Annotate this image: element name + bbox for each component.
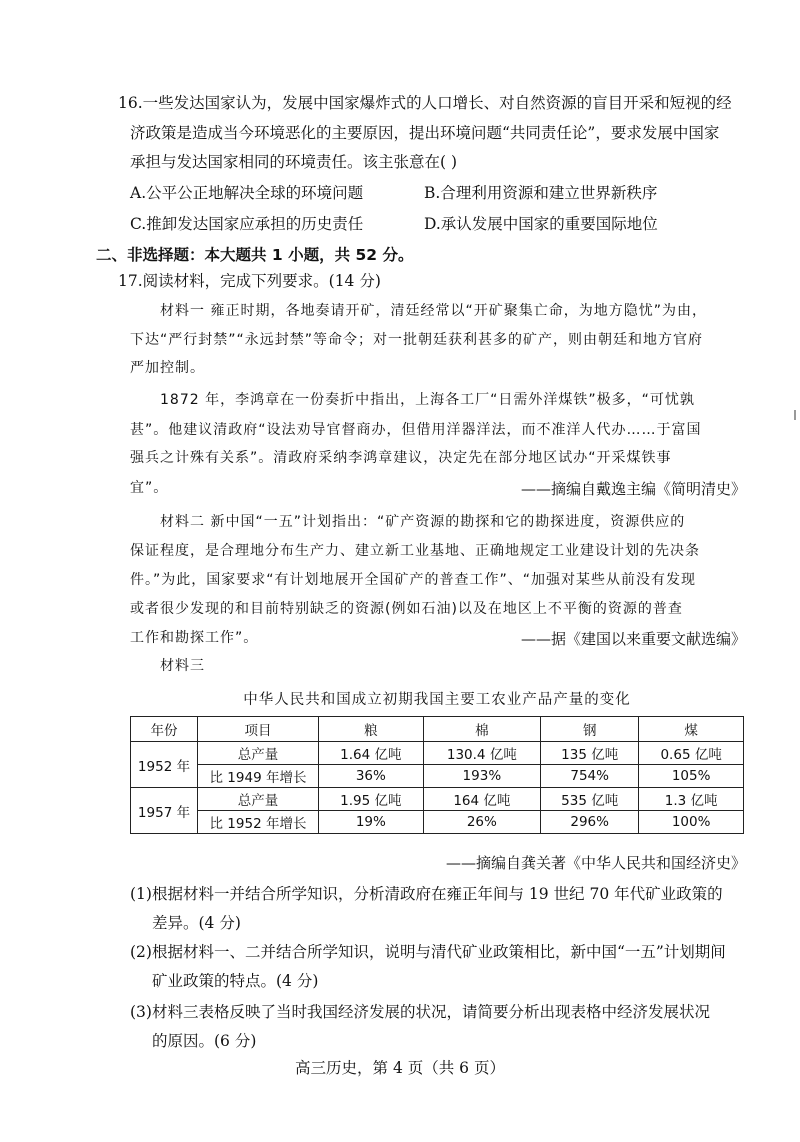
material1-para2-line-1: 1872 年，李鸿章在一份奏折中指出，上海各工厂“日需外洋煤铁”极多，“可忧孰 xyxy=(160,392,695,408)
value-cell: 100% xyxy=(639,811,744,834)
material1-para2-line-4: 宜”。 xyxy=(130,480,169,496)
header-cotton: 棉 xyxy=(423,717,540,742)
subquestion-1-line-2: 差异。(4 分) xyxy=(152,914,241,932)
q16-option-c: C.推卸发达国家应承担的历史责任 xyxy=(130,215,364,233)
q16-option-b: B.合理利用资源和建立世界新秩序 xyxy=(424,184,658,202)
header-item: 项目 xyxy=(198,717,319,742)
q16-option-d: D.承认发展中国家的重要国际地位 xyxy=(424,215,658,233)
value-cell: 1.3 亿吨 xyxy=(639,788,744,811)
q16-stem-line-2: 济政策是造成当今环境恶化的主要原因，提出环境问题“共同责任论”，要求发展中国家 xyxy=(130,124,720,142)
page-footer: 高三历史，第 4 页（共 6 页） xyxy=(295,1059,505,1077)
item-cell: 总产量 xyxy=(198,742,319,765)
material2-line-1: 材料二 新中国“一五”计划指出：“矿产资源的勘探和它的勘探进度，资源供应的 xyxy=(160,514,686,530)
material1-para2-line-2: 甚”。他建议清政府“设法劝导官督商办，但借用洋器洋法，而不准洋人代办……于富国 xyxy=(130,422,702,438)
value-cell: 296% xyxy=(541,811,639,834)
table-row xyxy=(131,742,744,765)
value-cell: 26% xyxy=(423,811,540,834)
year-cell: 1952 年 xyxy=(131,742,198,788)
subquestion-3-line-2: 的原因。(6 分) xyxy=(152,1032,257,1050)
value-cell: 164 亿吨 xyxy=(423,788,540,811)
value-cell: 19% xyxy=(319,811,424,834)
header-grain: 粮 xyxy=(319,717,424,742)
material3-label: 材料三 xyxy=(160,658,205,674)
value-cell: 1.64 亿吨 xyxy=(319,742,424,765)
value-cell: 193% xyxy=(423,765,540,788)
section-title: 二、非选择题：本大题共 1 小题，共 52 分。 xyxy=(96,246,414,264)
q17-intro: 17.阅读材料，完成下列要求。(14 分) xyxy=(118,272,381,290)
material2-line-5: 工作和勘探工作”。 xyxy=(130,630,259,646)
material2-line-2: 保证程度，是合理地分布生产力、建立新工业基地、正确地规定工业建设计划的先决条 xyxy=(130,543,700,559)
value-cell: 1.95 亿吨 xyxy=(319,788,424,811)
value-cell: 130.4 亿吨 xyxy=(423,742,540,765)
material2-line-3: 件。”为此，国家要求“有计划地展开全国矿产的普查工作”、“加强对某些从前没有发现 xyxy=(130,572,697,588)
material2-source: ——据《建国以来重要文献选编》 xyxy=(520,630,746,648)
table-row xyxy=(131,811,744,834)
q16-option-a: A.公平公正地解决全球的环境问题 xyxy=(130,184,364,202)
subquestion-3-line-1: (3)材料三表格反映了当时我国经济发展的状况，请简要分析出现表格中经济发展状况 xyxy=(130,1003,710,1021)
table-header-row xyxy=(131,717,744,742)
material3-source: ——摘编自龚关著《中华人民共和国经济史》 xyxy=(445,854,746,872)
q16-stem-line-3: 承担与发达国家相同的环境责任。该主张意在( ) xyxy=(130,153,458,171)
subquestion-2-line-1: (2)根据材料一、二并结合所学知识，说明与清代矿业政策相比，新中国“一五”计划期间 xyxy=(130,943,726,961)
material1-line-3: 严加控制。 xyxy=(130,360,205,376)
material1-line-2: 下达“严行封禁”“永远封禁”等命令；对一批朝廷获利甚多的矿产，则由朝廷和地方官府 xyxy=(130,332,704,348)
item-cell: 总产量 xyxy=(198,788,319,811)
scan-mark xyxy=(794,410,796,420)
value-cell: 0.65 亿吨 xyxy=(639,742,744,765)
item-cell: 比 1952 年增长 xyxy=(198,811,319,834)
subquestion-1-line-1: (1)根据材料一并结合所学知识，分析清政府在雍正年间与 19 世纪 70 年代矿业政策的 xyxy=(130,885,723,903)
material2-line-4: 或者很少发现的和目前特别缺乏的资源(例如石油)以及在地区上不平衡的资源的普查 xyxy=(130,601,683,617)
material1-source: ——摘编自戴逸主编《简明清史》 xyxy=(520,480,746,498)
header-coal: 煤 xyxy=(639,717,744,742)
header-year: 年份 xyxy=(131,717,198,742)
value-cell: 105% xyxy=(639,765,744,788)
production-table xyxy=(130,716,744,834)
value-cell: 135 亿吨 xyxy=(541,742,639,765)
value-cell: 36% xyxy=(319,765,424,788)
material1-para2-line-3: 强兵之计殊有关系”。清政府采纳李鸿章建议，决定先在部分地区试办“开采煤铁事 xyxy=(130,450,672,466)
header-steel: 钢 xyxy=(541,717,639,742)
q16-stem-line-1: 16.一些发达国家认为，发展中国家爆炸式的人口增长、对自然资源的盲目开采和短视的经 xyxy=(118,94,732,112)
table-caption: 中华人民共和国成立初期我国主要工农业产品产量的变化 xyxy=(243,692,631,708)
year-cell: 1957 年 xyxy=(131,788,198,834)
item-cell: 比 1949 年增长 xyxy=(198,765,319,788)
value-cell: 754% xyxy=(541,765,639,788)
subquestion-2-line-2: 矿业政策的特点。(4 分) xyxy=(152,972,319,990)
table-row xyxy=(131,788,744,811)
material1-line-1: 材料一 雍正时期，各地奏请开矿，清廷经常以“开矿聚集亡命，为地方隐忧”为由， xyxy=(160,303,707,319)
table-row xyxy=(131,765,744,788)
value-cell: 535 亿吨 xyxy=(541,788,639,811)
